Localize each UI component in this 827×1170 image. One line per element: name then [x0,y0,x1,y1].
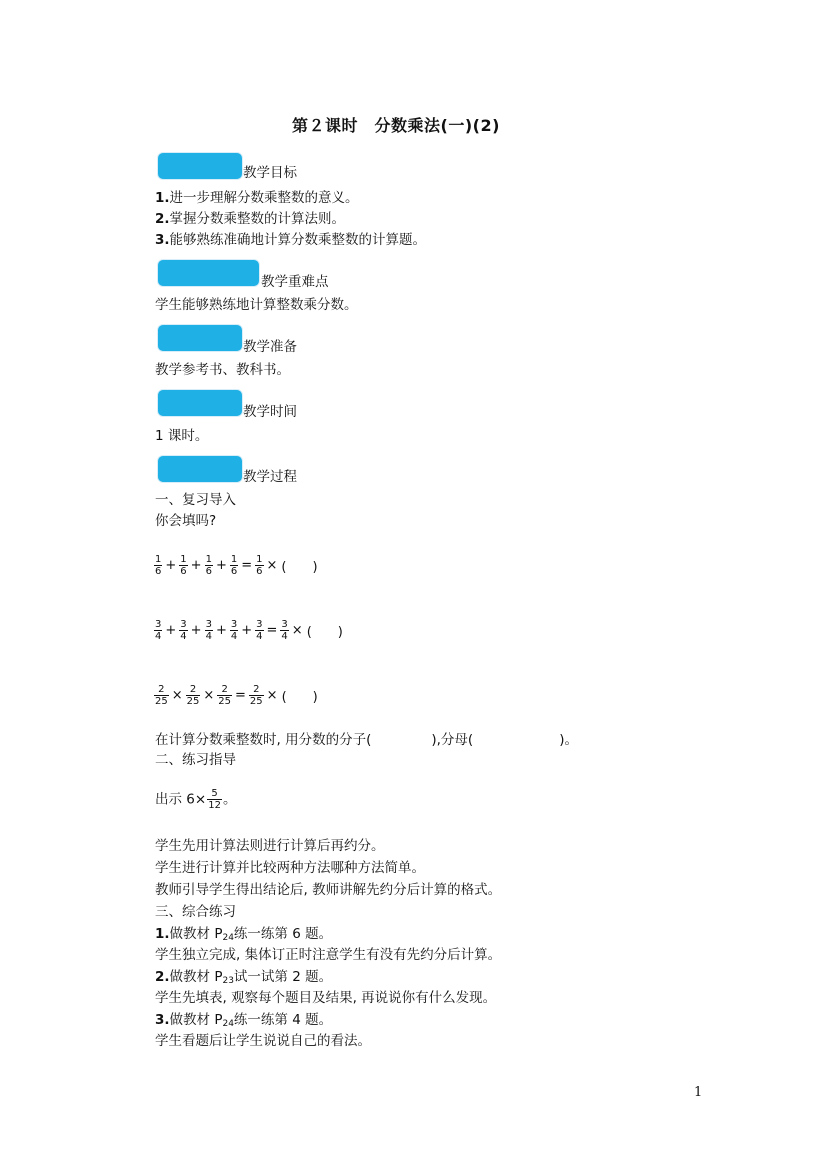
key-points-text: 学生能够熟练地计算整数乘分数。 [155,297,358,313]
goal-item: 1.进一步理解分数乘整数的意义。 [155,190,359,206]
exercise-note: 学生看题后让学生说说自己的看法。 [155,1033,371,1049]
practice-line: 学生进行计算并比较两种方法哪种方法简单。 [155,860,425,876]
goal-item: 3.能够熟练准确地计算分数乘整数的计算题。 [155,232,427,248]
exercise-note: 学生先填表, 观察每个题目及结果, 再说说你有什么发现。 [155,990,497,1006]
review-heading: 一、复习导入 [155,492,236,508]
equation-3: $\frac{2}{25}$ × $\frac{2}{25}$ × $\frac{2}{25}$ = $\frac{2}{25}$ × ( ) [155,684,318,707]
section-heading-key-points: 教学重难点 [261,274,329,290]
review-question: 你会填吗? [155,513,217,529]
fill-blank-sentence: 在计算分数乘整数时, 用分数的分子( ),分母( )。 [155,732,578,748]
section-badge [157,259,260,287]
section-badge [157,152,243,180]
section-heading-prep: 教学准备 [243,339,297,355]
comprehensive-heading: 三、综合练习 [155,904,236,920]
equation-2: $\frac{3}{4}$ + $\frac{3}{4}$ + $\frac{3}{4}$ + $\frac{3}{4}$ + $\frac{3}{4}$ = $\frac{3}{4}$ × ( ) [155,619,343,642]
section-heading-process: 教学过程 [243,469,297,485]
page-title: 第２课时 分数乘法(一)(2) [292,116,500,135]
section-badge [157,324,243,352]
practice-line: 教师引导学生得出结论后, 教师讲解先约分后计算的格式。 [155,882,502,898]
goal-item: 2.掌握分数乘整数的计算法则。 [155,211,346,227]
practice-heading: 二、练习指导 [155,752,236,768]
exercise-item: 3.做教材 $P_{24}$练一练第 4 题。 [155,1012,333,1029]
exercise-note: 学生独立完成, 集体订正时注意学生有没有先约分后计算。 [155,947,502,963]
section-badge [157,455,243,483]
prep-text: 教学参考书、教科书。 [155,362,290,378]
page-number: 1 [694,1085,703,1100]
section-heading-time: 教学时间 [243,404,297,420]
practice-line: 学生先用计算法则进行计算后再约分。 [155,838,385,854]
section-heading-goals: 教学目标 [243,165,297,181]
exercise-item: 2.做教材 $P_{23}$试一试第 2 题。 [155,969,333,986]
equation-1: $\frac{1}{6}$ + $\frac{1}{6}$ + $\frac{1}{6}$ + $\frac{1}{6}$ = $\frac{1}{6}$ × ( ) [155,554,318,577]
exercise-item: 1.做教材 $P_{24}$练一练第 6 题。 [155,926,333,943]
section-badge [157,389,243,417]
practice-show: 出示 6× $\frac{5}{12}$ 。 [155,788,237,811]
time-text: 1 课时。 [155,428,209,444]
